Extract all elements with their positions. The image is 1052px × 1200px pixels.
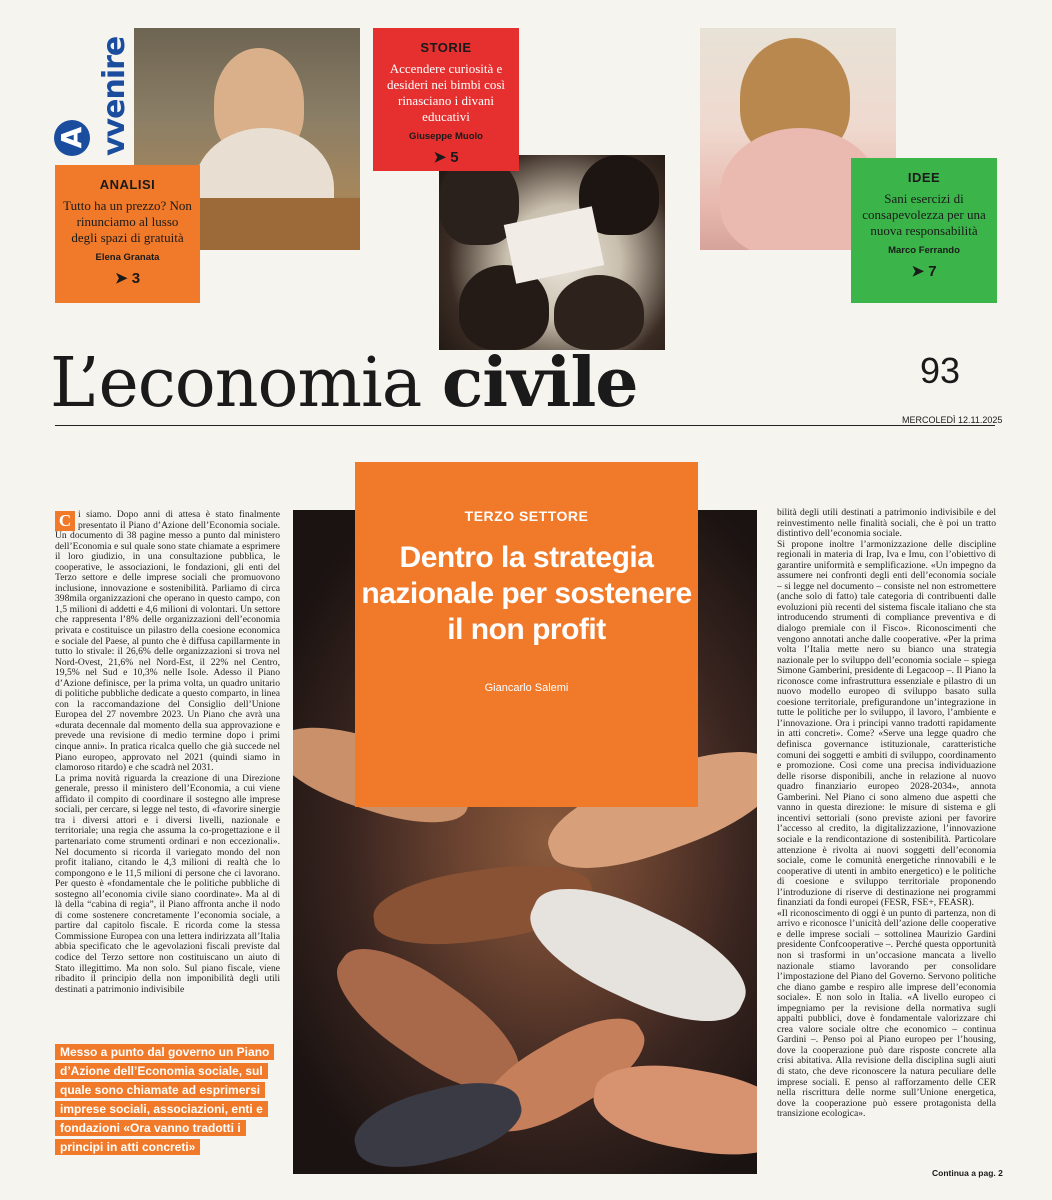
promo-text: Accendere curiosità e desideri nei bimbi così rinasciano i divani educativi	[386, 61, 506, 124]
article-column-left	[55, 510, 280, 1030]
promo-storie[interactable]	[373, 28, 519, 171]
promo-author: Marco Ferrando	[888, 245, 960, 256]
promo-label: STORIE	[420, 40, 472, 55]
masthead-rule	[55, 425, 995, 426]
masthead-light: L’economia	[50, 344, 442, 423]
promo-idee[interactable]	[851, 158, 997, 303]
masthead-bold: civile	[441, 343, 638, 423]
article-column-right	[777, 508, 996, 1170]
drop-cap: C	[55, 511, 75, 531]
article-byline: Giancarlo Salemi	[484, 682, 569, 694]
article-kicker: TERZO SETTORE	[464, 508, 589, 524]
issue-date: MERCOLEDÌ 12.11.2025	[902, 415, 1003, 425]
promo-label: ANALISI	[99, 177, 156, 192]
article-headline: Dentro la strategia nazionale per sostenere il non profit	[361, 541, 692, 646]
continue-link[interactable]: Continua a pag. 2	[932, 1168, 1003, 1178]
paragraph: Si propone inoltre l’armonizzazione delle discipline regionali in materia di Irap, Iva e Imu, con l’obiettivo di garantire uniformità e semplificazione. «Un impegno da assumere nei confronti degli enti dell’economia sociale – si legge nel documento – consiste nel non estromettere (anche solo di fatto) tale categoria di contribuenti dalle evoluzioni più recenti del sistema fiscale italiano che sta introducendo strumenti di compliance preventiva e di dialogo premiale con il Fisco». Riconoscimenti che vengono annotati anche dalle cooperative. «Per la prima volta l’Italia mette nero su bianco una strategia nazionale per lo sviluppo dell’economia sociale – spiega Simone Gamberini, presidente di Legacoop –. Il Piano la riconosce come infrastruttura essenziale e pilastro di un nuovo modello europeo di sviluppo basato sulla coesione territoriale, prefigurandone un’integrazione in tutte le politiche per lo sviluppo, il lavoro, l’ambiente e l’innovazione. Ora i principi vanno tradotti rapidamente in atti concreti». Come? «Serve una legge quadro che definisca governance istituzionale, caratteristiche comuni dei soggetti e ambiti di sviluppo, coordinamento e promozione. Così come una precisa individuazione delle risorse disponibili, anche in relazione al nuovo quadro finanziario europeo 2028-2034», annota Gamberini. Nel Piano ci sono almeno due aspetti che vanno in questa direzione: le misure di sistema e gli incentivi settoriali (sono previste azioni per favorire l’accesso al credito, la digitalizzazione, l’innovazione sociale e la rendicontazione di sostenibilità. Particolare attenzione è rivolta ai nuovi soggetti dell’economia sociale, come le comunità energetiche rinnovabili e le cooperative di utenti in ambito energetico) e le politiche di coesione e sviluppo territoriale proponendo l’introduzione di riserve di destinazione nei programmi finanziati da fondi europei (FESR, FSE+, FEASR).	[777, 538, 996, 909]
section-masthead	[50, 343, 900, 423]
paragraph: «Il riconoscimento di oggi è un punto di partenza, non di arrivo e riconosce l’unicità dell’azione delle cooperative e delle imprese sociali – sottolinea Maurizio Gardini presidente Confcooperative –. Perché questa opportunità non si trasformi in un’occasione mancata a livello nazionale stiamo lavorando per consolidare l’impostazione del Piano del Governo. Servono politiche che diano gambe e respiro alle imprese dell’economia sociale». E non solo in Italia. «A livello europeo ci impegniamo per la revisione della normativa sugli appalti pubblici, dove è fondamentale valorizzare chi crea valore sociale oltre che economico – continua Gardini –. Penso poi al Piano europeo per l’housing, dove la cooperazione può dare risposte concrete alla crisi abitativa. Alla revisione della disciplina sugli aiuti di stato, che deve riconoscere la natura peculiare delle imprese sociali. E penso al rafforzamento delle CER nella riscrittura delle norme sull’Unione energetica, dove la cooperazione può essere protagonista della transizione ecologica».	[777, 907, 996, 1120]
paragraph: i siamo. Dopo anni di attesa è stato finalmente presentato il Piano d’Azione dell’Economia sociale. Un documento di 38 pagine messo a punto dal ministero dell’Economia e sul quale sono state chiamate a esprimere il loro giudizio, in una consultazione pubblica, le cooperative, le associazioni, le fondazioni, gli enti del Terzo settore e delle imprese sociali che promuovono inclusione, innovazione e sostenibilità. Parliamo di circa 398mila organizzazioni che operano in questo campo, con 1,5 milioni di addetti e 4,6 milioni di volontari. Un settore che rappresenta l’8% delle organizzazioni dell’economia privata e costituisce un pilastro della coesione economica e sociale del Paese, al punto che è diffusa capillarmente in tutto lo stivale: il 26,6% delle organizzazioni si trova nel Nord-Ovest, 21,6% nel Nord-Est, il 22% nel Centro, 19,5% nel Sud e 10,3% nelle Isole. Adesso il Piano d’Azione definisce, per la prima volta, un quadro unitario di politiche pubbliche dedicate a questo comparto, in linea con la raccomandazione del Consiglio dell’Unione Europea del 27 novembre 2023. Un Piano che avrà una «durata decennale dal momento della sua approvazione e prevede una revisione di medio termine dopo i primi cinque anni». In pratica ricalca quello che già succede nel Piano europeo, approvato nel 2021 (quindi siamo in clamoroso ritardo) e che scadrà nel 2031.	[55, 510, 280, 774]
children-photo	[439, 155, 665, 350]
promo-page: ➤ 5	[433, 149, 459, 166]
paragraph: bilità degli utili destinati a patrimonio indivisibile e del reinvestimento nelle finalità sociali, che è poi un tratto distintivo dell’economia sociale.	[777, 508, 996, 540]
promo-author: Giuseppe Muolo	[409, 131, 483, 142]
promo-page: ➤ 7	[911, 263, 937, 280]
promo-text: Sani esercizi di consapevolezza per una nuova responsabilità	[862, 191, 986, 238]
promo-page: ➤ 3	[114, 270, 141, 287]
avvenire-logo: A vvenire	[55, 36, 132, 156]
headline-box[interactable]	[355, 462, 698, 807]
paragraph: La prima novità riguarda la creazione di una Direzione generale, presso il ministero dell’Economia, a cui viene affidato il compito di coordinare il sostegno alle imprese sociali, per cercare, si legge nel testo, di «favorire sinergie tra i diversi attori e i diversi livelli, nazionale e territoriale; una regia che assuma la co-progettazione e il partenariato come strumenti ordinari e non eccezionali». Nel documento si ricorda il variegato mondo del non profit italiano, citando le 4,3 milioni di realtà che lo compongono e le 11,5 milioni di persone che ci lavorano. Per questo è «fondamentale che le politiche pubbliche di sostegno all’economia civile siano coordinate». Ma al di là della “cabina di regia”, il Piano affronta anche il nodo di come sostenere concretamente l’economia sociale, a partire dal capitolo fiscale. E ricorda come la stessa Commissione Europea con una lettera indirizzata all’Italia abbia specificato che le agevolazioni fiscali previste dal codice del Terzo settore non costituiscano un aiuto di Stato illegittimo. Ma non solo. Sul piano fiscale, viene ribadito il principio della non imponibilità degli utili destinati a patrimonio indivisibile	[55, 772, 280, 995]
promo-author: Elena Granata	[95, 252, 160, 263]
pull-quote: Messo a punto dal governo un Piano d’Azione dell’Economia sociale, sul quale sono chiamate ad esprimersi imprese sociali, associazioni, enti e fondazioni «Ora vanno tradotti i principi in atti concreti»	[55, 1043, 275, 1157]
promo-label: IDEE	[907, 170, 941, 185]
section-number: 93	[920, 350, 961, 391]
promo-analisi[interactable]	[55, 165, 200, 303]
promo-text: Tutto ha un prezzo? Non rinunciamo al lusso degli spazi di gratuità	[63, 198, 192, 245]
